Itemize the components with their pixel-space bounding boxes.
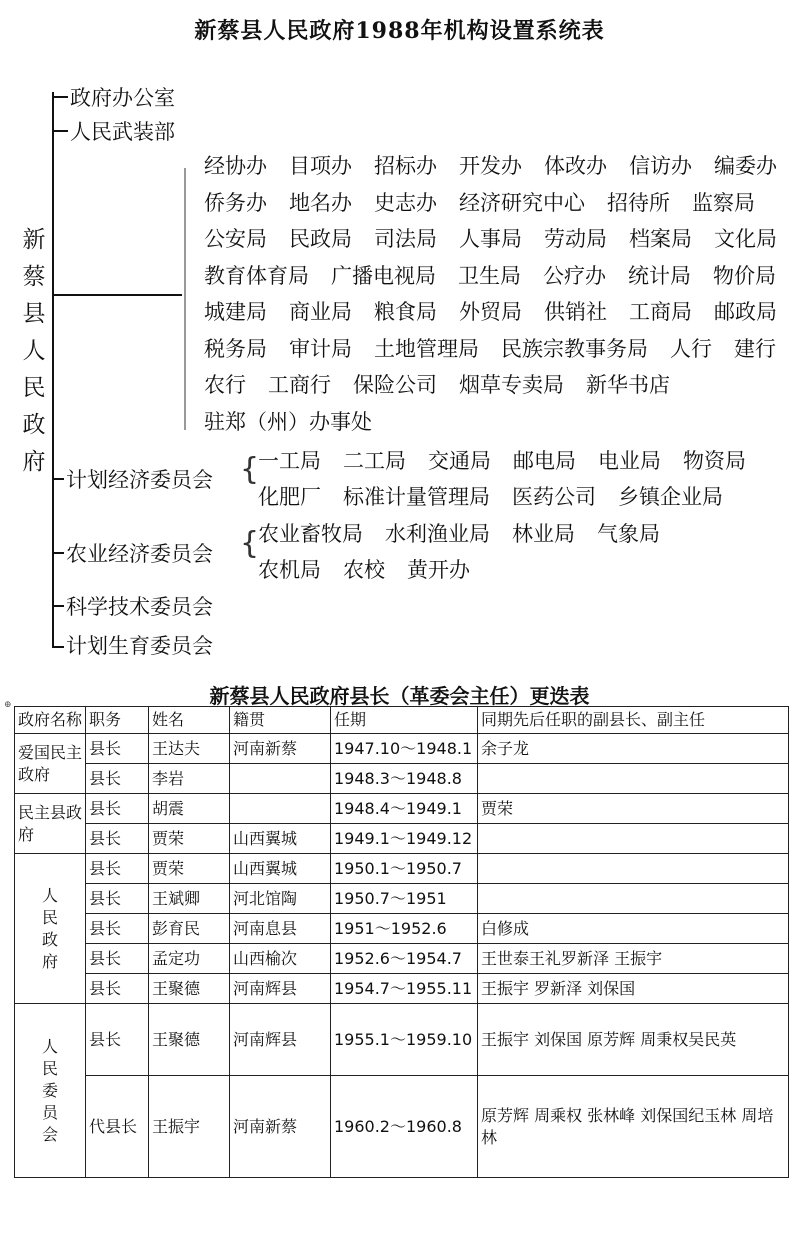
unit-name: 农机局 (258, 558, 321, 582)
term-cell: 1951～1952.6 (331, 914, 478, 944)
duty-cell: 县长 (86, 824, 149, 854)
origin-cell: 河南辉县 (230, 1004, 331, 1076)
table-row (15, 914, 789, 944)
unit-name: 外贸局 (459, 300, 522, 324)
unit-name: 经协办 (204, 154, 267, 178)
header-cell: 任期 (331, 707, 478, 734)
table-title: 新蔡县人民政府县长（革委会主任）更迭表 (209, 684, 590, 708)
unit-name: 教育体育局 (204, 263, 309, 288)
deputies-cell: 余子龙 (478, 734, 789, 764)
unit-name: 商业局 (289, 300, 352, 324)
branch-tick (52, 96, 68, 98)
origin-cell: 山西榆次 (230, 944, 331, 974)
deputies-cell (478, 764, 789, 794)
origin-cell: 河南新蔡 (230, 734, 331, 764)
brace-icon: { (240, 526, 260, 561)
committee-unit-row (258, 445, 768, 475)
term-cell: 1947.10～1948.1 (331, 734, 478, 764)
header-cell: 姓名 (149, 707, 230, 734)
duty-cell: 县长 (86, 734, 149, 764)
duty-cell: 县长 (86, 764, 149, 794)
unit-name: 工商行 (268, 373, 331, 397)
term-cell: 1948.3～1948.8 (331, 764, 478, 794)
unit-name: 保险公司 (353, 373, 437, 397)
unit-row (204, 260, 798, 290)
unit-name: 地名办 (289, 190, 352, 215)
table-row (15, 1076, 789, 1178)
unit-name: 信访办 (629, 154, 692, 178)
unit-name: 土地管理局 (374, 336, 479, 361)
unit-name: 交通局 (428, 449, 491, 473)
unit-name: 烟草专卖局 (459, 373, 564, 397)
unit-name: 供销社 (544, 300, 607, 324)
unit-name: 水利渔业局 (385, 522, 490, 546)
term-cell: 1950.1～1950.7 (331, 854, 478, 884)
unit-name: 驻郑（州）办事处 (204, 409, 372, 434)
unit-name: 民族宗教事务局 (501, 336, 648, 361)
unit-name: 气象局 (597, 522, 660, 546)
unit-name: 体改办 (544, 154, 607, 178)
unit-name: 文化局 (714, 227, 777, 251)
table-row (15, 1004, 789, 1076)
deputies-cell (478, 854, 789, 884)
unit-name: 民政局 (289, 227, 352, 251)
table-move-handle-icon[interactable]: ⊕ (4, 700, 12, 710)
branch-tick (52, 478, 64, 480)
unit-name: 人事局 (459, 227, 522, 251)
government-name-cell: 民主县政府 (15, 794, 86, 854)
duty-cell: 县长 (86, 884, 149, 914)
deputies-cell (478, 884, 789, 914)
unit-row (204, 150, 799, 180)
committee-science: 科学技术委员会 (66, 595, 213, 619)
committee-unit-row (258, 554, 492, 584)
unit-name: 一工局 (258, 449, 321, 473)
unit-name: 人行 (670, 336, 712, 361)
table-row (15, 944, 789, 974)
committee-unit-row (258, 481, 745, 511)
header-cell: 职务 (86, 707, 149, 734)
root-char: 蔡 (22, 264, 46, 290)
unit-name: 卫生局 (458, 263, 521, 288)
government-name: 人民政府 (41, 885, 58, 971)
name-cell: 胡震 (149, 794, 230, 824)
committee-family-planning: 计划生育委员会 (66, 634, 213, 658)
duty-cell: 县长 (86, 974, 149, 1004)
name-cell: 王振宇 (149, 1076, 230, 1178)
root-char: 县 (22, 301, 46, 327)
spine-line (52, 92, 54, 648)
unit-name: 农业畜牧局 (258, 522, 363, 546)
unit-row (204, 187, 777, 217)
unit-name: 监察局 (692, 190, 755, 215)
unit-name: 医药公司 (512, 485, 596, 509)
deputies-cell: 贾荣 (478, 794, 789, 824)
duty-cell: 县长 (86, 794, 149, 824)
unit-name: 工商局 (629, 300, 692, 324)
table-row (15, 824, 789, 854)
deputies-cell: 王世泰王礼罗新泽 王振宇 (478, 944, 789, 974)
table-row (15, 884, 789, 914)
unit-name: 农行 (204, 373, 246, 397)
unit-row (204, 369, 692, 399)
unit-name: 司法局 (374, 227, 437, 251)
branch-tick (52, 130, 68, 132)
table-row (15, 794, 789, 824)
name-cell: 王聚德 (149, 974, 230, 1004)
unit-name: 林业局 (512, 522, 575, 546)
duty-cell: 县长 (86, 1004, 149, 1076)
unit-row (204, 333, 798, 363)
term-cell: 1952.6～1954.7 (331, 944, 478, 974)
branch-tick (52, 605, 64, 607)
table-row (15, 854, 789, 884)
term-cell: 1954.7～1955.11 (331, 974, 478, 1004)
name-cell: 王达夫 (149, 734, 230, 764)
deputies-cell: 王振宇 刘保国 原芳辉 周秉权吴民英 (478, 1004, 789, 1076)
branch-office: 政府办公室 (70, 86, 175, 110)
table-row (15, 764, 789, 794)
root-char: 新 (22, 227, 46, 253)
unit-row (204, 223, 799, 253)
committee-agriculture: 农业经济委员会 (66, 542, 213, 566)
origin-cell: 河北馆陶 (230, 884, 331, 914)
government-name-cell (15, 1004, 86, 1178)
unit-name: 物资局 (683, 449, 746, 473)
unit-name: 农校 (343, 558, 385, 582)
unit-row (204, 296, 799, 326)
unit-name: 标准计量管理局 (343, 485, 490, 509)
unit-name: 公疗办 (543, 263, 606, 288)
deputies-cell: 王振宇 罗新泽 刘保国 (478, 974, 789, 1004)
deputies-cell: 白修成 (478, 914, 789, 944)
name-cell: 贾荣 (149, 854, 230, 884)
unit-name: 黄开办 (407, 558, 470, 582)
term-cell: 1948.4～1949.1 (331, 794, 478, 824)
origin-cell: 河南息县 (230, 914, 331, 944)
unit-name: 建行 (734, 336, 776, 361)
unit-name: 劳动局 (544, 227, 607, 251)
root-char: 政 (22, 412, 46, 438)
origin-cell: 河南辉县 (230, 974, 331, 1004)
term-cell: 1960.2～1960.8 (331, 1076, 478, 1178)
duty-cell: 县长 (86, 944, 149, 974)
origin-cell: 山西翼城 (230, 854, 331, 884)
name-cell: 王斌卿 (149, 884, 230, 914)
duty-cell: 县长 (86, 914, 149, 944)
unit-name: 史志办 (374, 190, 437, 215)
unit-name: 电业局 (598, 449, 661, 473)
unit-name: 招标办 (374, 154, 437, 178)
unit-name: 税务局 (204, 336, 267, 361)
unit-name: 乡镇企业局 (618, 485, 723, 509)
name-cell: 王聚德 (149, 1004, 230, 1076)
deputies-cell (478, 824, 789, 854)
duty-cell: 县长 (86, 854, 149, 884)
committee-unit-row (258, 518, 682, 548)
org-chart-title: 新蔡县人民政府1988年机构设置系统表 (194, 18, 605, 44)
unit-name: 审计局 (289, 336, 352, 361)
org-root-label (20, 222, 48, 481)
origin-cell: 山西翼城 (230, 824, 331, 854)
unit-row (204, 406, 394, 436)
root-char: 民 (22, 375, 46, 401)
root-char: 人 (22, 338, 46, 364)
branch-tick (52, 646, 64, 648)
unit-name: 粮食局 (374, 300, 437, 324)
government-name: 人民委员会 (41, 1036, 58, 1144)
government-name-cell: 爱国民主政府 (15, 734, 86, 794)
term-cell: 1949.1～1949.12 (331, 824, 478, 854)
unit-name: 广播电视局 (331, 263, 436, 288)
government-name-cell (15, 854, 86, 1004)
duty-cell: 代县长 (86, 1076, 149, 1178)
unit-name: 公安局 (204, 227, 267, 251)
header-cell: 同期先后任职的副县长、副主任 (478, 707, 789, 734)
unit-name: 邮电局 (513, 449, 576, 473)
term-cell: 1955.1～1959.10 (331, 1004, 478, 1076)
name-cell: 孟定功 (149, 944, 230, 974)
unit-name: 统计局 (628, 263, 691, 288)
table-row (15, 974, 789, 1004)
unit-name: 新华书店 (586, 373, 670, 397)
header-cell: 政府名称 (15, 707, 86, 734)
units-connector (52, 294, 182, 296)
unit-name: 档案局 (629, 227, 692, 251)
unit-name: 物价局 (713, 263, 776, 288)
unit-name: 二工局 (343, 449, 406, 473)
unit-name: 目项办 (289, 154, 352, 178)
name-cell: 李岩 (149, 764, 230, 794)
magistrate-table (14, 706, 789, 1178)
header-cell: 籍贯 (230, 707, 331, 734)
brace-icon: { (240, 452, 260, 487)
deputies-cell: 原芳辉 周乘权 张林峰 刘保国纪玉林 周培林 (478, 1076, 789, 1178)
unit-name: 招待所 (607, 190, 670, 215)
branch-tick (52, 552, 64, 554)
root-full: 新蔡县人民政府 (0, 0, 7, 1)
table-row (15, 734, 789, 764)
unit-name: 城建局 (204, 300, 267, 324)
units-bracket (184, 168, 186, 430)
unit-name: 开发办 (459, 154, 522, 178)
name-cell: 贾荣 (149, 824, 230, 854)
unit-name: 编委办 (714, 154, 777, 178)
unit-name: 邮政局 (714, 300, 777, 324)
unit-name: 经济研究中心 (459, 190, 585, 215)
root-char: 府 (22, 449, 46, 475)
origin-cell: 河南新蔡 (230, 1076, 331, 1178)
unit-name: 侨务办 (204, 190, 267, 215)
term-cell: 1950.7～1951 (331, 884, 478, 914)
unit-name: 化肥厂 (258, 485, 321, 509)
origin-cell (230, 764, 331, 794)
branch-armed: 人民武装部 (70, 120, 175, 144)
name-cell: 彭育民 (149, 914, 230, 944)
origin-cell (230, 794, 331, 824)
table-header-row (15, 707, 789, 734)
committee-planning: 计划经济委员会 (66, 468, 213, 492)
